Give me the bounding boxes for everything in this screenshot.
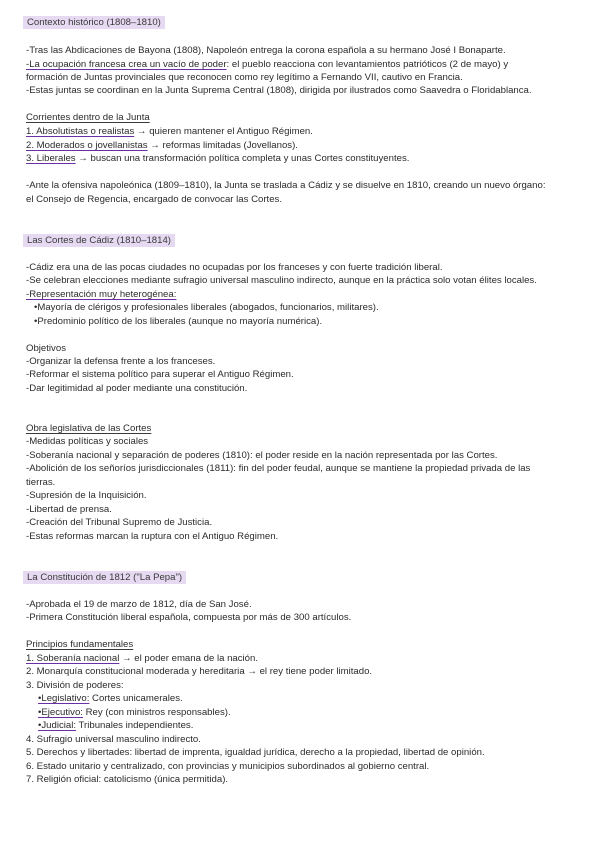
paragraph: -Primera Constitución liberal española, compuesta por más de 300 artículos. (26, 612, 352, 623)
list-item: 4. Sufragio universal masculino indirecto. (26, 734, 201, 745)
paragraph: -Se celebran elecciones mediante sufragio universal masculino indirecto, aunque en la práctica solo votan élites locales. (26, 275, 537, 286)
list-item: 7. Religión oficial: catolicismo (única permitida). (26, 774, 229, 785)
list-item: 2. Monarquía constitucional moderada y hereditaria → el rey tiene poder limitado. (26, 666, 373, 677)
text: → buscan una transformación política completa y unas Cortes constituyentes. (75, 153, 410, 164)
text: → reformas limitadas (Jovellanos). (147, 140, 298, 151)
paragraph: formación de Juntas provinciales que reconocen como rey legítimo a Fernando VII, cautivo en Francia. (26, 72, 463, 83)
list-item: -Creación del Tribunal Supremo de Justicia. (26, 517, 213, 528)
list-item (26, 652, 258, 666)
underlined-term: 3. Liberales (26, 153, 76, 164)
text: Rey (con ministros responsables). (82, 707, 231, 718)
section-heading-contexto: Contexto histórico (1808–1810) (23, 16, 165, 29)
list-item: -Organizar la defensa frente a los franceses. (26, 356, 216, 367)
list-item (26, 152, 409, 166)
underlined-phrase: -Representación muy heterogénea: (26, 289, 177, 300)
paragraph (26, 58, 508, 72)
paragraph: -Aprobada el 19 de marzo de 1812, día de San José. (26, 599, 252, 610)
list-item (26, 139, 298, 153)
paragraph: -Ante la ofensiva napoleónica (1809–1810), la Junta se traslada a Cádiz y se disuelve en 1810, creando un nuevo órgano: (26, 180, 546, 191)
paragraph: -Tras las Abdicaciones de Bayona (1808), Napoleón entrega la corona española a su hermano José I Bonaparte. (26, 45, 506, 56)
list-item: -Soberanía nacional y separación de poderes (1810): el poder reside en la nación representada por las Cortes. (26, 450, 498, 461)
section-heading-cortes: Las Cortes de Cádiz (1810–1814) (23, 234, 175, 247)
bullet-item: •Mayoría de clérigos y profesionales liberales (abogados, funcionarios, militares). (34, 302, 379, 313)
underlined-term: 2. Moderados o jovellanistas (26, 140, 148, 151)
bullet-item (38, 692, 183, 706)
subheading-principios: Principios fundamentales (26, 639, 134, 650)
list-item: tierras. (26, 477, 56, 488)
underlined-term: 1. Absolutistas o realistas (26, 126, 135, 137)
underlined-term: •Ejecutivo: (38, 707, 83, 718)
paragraph (26, 288, 176, 302)
list-item: -Libertad de prensa. (26, 504, 112, 515)
text: → el poder emana de la nación. (119, 653, 259, 664)
list-item: 5. Derechos y libertades: libertad de imprenta, igualdad jurídica, derecho a la propiedad, libertad de opinión. (26, 747, 485, 758)
list-item: -Abolición de los señoríos jurisdiccionales (1811): fin del poder feudal, aunque se mantiene la propiedad privada de las (26, 463, 531, 474)
list-item: 6. Estado unitario y centralizado, con provincias y municipios subordinados al gobierno central. (26, 761, 430, 772)
list-item (26, 125, 313, 139)
text: : el pueblo reacciona con levantamientos patrióticos (2 de mayo) y (226, 59, 509, 70)
subheading-corrientes: Corrientes dentro de la Junta (26, 112, 150, 123)
list-item: -Dar legitimidad al poder mediante una constitución. (26, 383, 248, 394)
underlined-phrase: -La ocupación francesa crea un vacío de poder (26, 59, 227, 70)
text: Tribunales independientes. (76, 720, 194, 731)
list-item: -Supresión de la Inquisición. (26, 490, 147, 501)
list-item: -Estas reformas marcan la ruptura con el Antiguo Régimen. (26, 531, 279, 542)
subheading-obra-legislativa: Obra legislativa de las Cortes (26, 423, 152, 434)
paragraph: -Estas juntas se coordinan en la Junta Suprema Central (1808), dirigida por ilustrados como Saavedra o Floridablanca. (26, 85, 532, 96)
bullet-item: •Predominio político de los liberales (aunque no mayoría numérica). (34, 316, 323, 327)
bullet-item (38, 706, 231, 720)
list-item: 3. División de poderes: (26, 680, 124, 691)
list-item: -Reformar el sistema político para superar el Antiguo Régimen. (26, 369, 294, 380)
subheading-objetivos: Objetivos (26, 343, 66, 354)
underlined-term: 1. Soberanía nacional (26, 653, 120, 664)
text: Cortes unicamerales. (89, 693, 183, 704)
text: → quieren mantener el Antiguo Régimen. (134, 126, 313, 137)
list-item: -Medidas políticas y sociales (26, 436, 149, 447)
paragraph: el Consejo de Regencia, encargado de convocar las Cortes. (26, 194, 282, 205)
section-heading-constitucion: La Constitución de 1812 ("La Pepa") (23, 571, 186, 584)
underlined-term: •Judicial: (38, 720, 77, 731)
bullet-item (38, 719, 193, 733)
underlined-term: •Legislativo: (38, 693, 90, 704)
paragraph: -Cádiz era una de las pocas ciudades no ocupadas por los franceses y con fuerte tradición liberal. (26, 262, 443, 273)
